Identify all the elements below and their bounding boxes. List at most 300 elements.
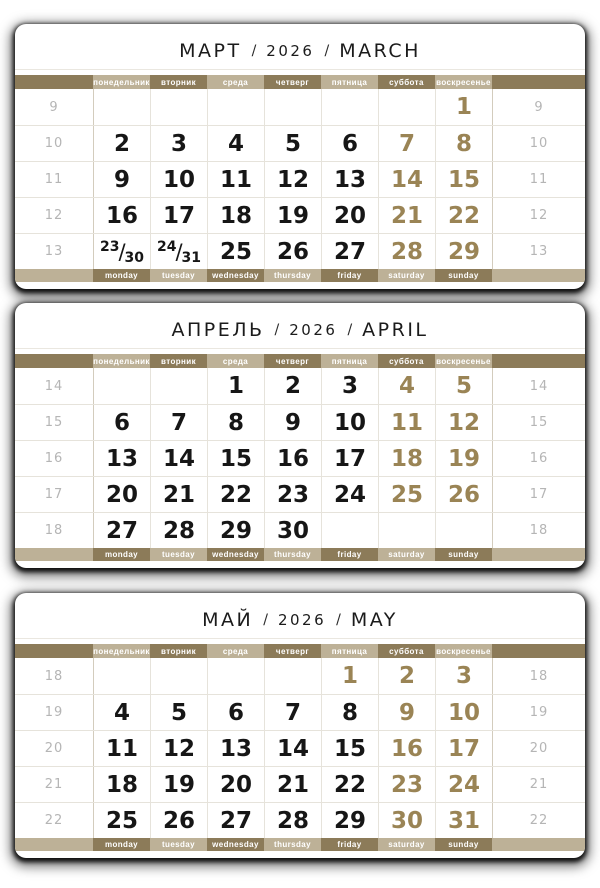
weekday-footer-label: wednesday — [207, 548, 264, 561]
empty-day-cell — [93, 89, 150, 125]
weekday-header-bar — [15, 644, 585, 658]
calendar-card-march — [15, 24, 585, 289]
day-cell — [435, 441, 492, 476]
bar-edge-segment — [492, 548, 585, 561]
day-cell — [207, 477, 264, 512]
weekday-header-label: понедельник — [93, 354, 150, 368]
day-number: 26 — [276, 238, 309, 265]
day-number: 5 — [284, 130, 301, 157]
day-cell — [150, 803, 207, 838]
day-cell — [378, 405, 435, 440]
day-number: 4 — [227, 130, 244, 157]
weekday-footer-label: friday — [321, 269, 378, 282]
week-number-cell-left: 12 — [44, 208, 64, 223]
day-cell — [207, 405, 264, 440]
day-cell — [93, 803, 150, 838]
day-cell — [321, 368, 378, 404]
day-cell — [150, 234, 207, 269]
day-cell — [321, 695, 378, 730]
week-number-cell-right: 14 — [492, 368, 585, 404]
week-number-cell-right: 10 — [492, 126, 585, 161]
day-number: 6 — [227, 699, 244, 726]
day-number: 9 — [398, 699, 415, 726]
weekday-footer-label: tuesday — [150, 269, 207, 282]
dual-day-number — [157, 240, 201, 264]
day-cell — [378, 441, 435, 476]
day-cell — [321, 162, 378, 197]
day-cell — [321, 234, 378, 269]
day-cell — [435, 234, 492, 269]
day-number: 15 — [333, 735, 366, 762]
day-number: 4 — [113, 699, 130, 726]
second-day-number: 30 — [124, 249, 145, 266]
day-cell — [435, 731, 492, 766]
day-number: 26 — [447, 481, 480, 508]
day-number: 22 — [219, 481, 252, 508]
weekday-footer-label: sunday — [435, 838, 492, 851]
day-number: 14 — [276, 735, 309, 762]
week-row — [15, 730, 585, 766]
day-cell — [378, 803, 435, 838]
day-cell — [93, 513, 150, 548]
day-cell — [378, 695, 435, 730]
month-name-ru: МАРТ — [179, 39, 242, 62]
day-number: 16 — [105, 202, 138, 229]
day-number: 5 — [170, 699, 187, 726]
day-number: 18 — [390, 445, 423, 472]
weekday-header-label: пятница — [321, 644, 378, 658]
weekday-header-label: вторник — [150, 354, 207, 368]
weekday-footer-label: tuesday — [150, 548, 207, 561]
day-number: 29 — [447, 238, 480, 265]
weekday-header-label: среда — [207, 644, 264, 658]
empty-day-cell — [93, 658, 150, 694]
day-cell — [435, 126, 492, 161]
week-row — [15, 440, 585, 476]
day-cell — [378, 198, 435, 233]
bar-edge-segment — [15, 838, 93, 851]
empty-day-cell — [264, 89, 321, 125]
day-cell — [150, 198, 207, 233]
day-cell — [150, 405, 207, 440]
day-cell — [150, 441, 207, 476]
week-row — [15, 197, 585, 233]
title-divider — [15, 348, 585, 349]
day-cell — [93, 126, 150, 161]
title-slash: / — [347, 321, 353, 338]
bar-edge-segment — [492, 269, 585, 282]
day-cell — [150, 767, 207, 802]
day-number: 10 — [162, 166, 195, 193]
day-number: 30 — [390, 807, 423, 834]
bar-edge-segment — [15, 548, 93, 561]
bar-edge-segment — [492, 838, 585, 851]
day-number: 31 — [447, 807, 480, 834]
day-cell — [150, 126, 207, 161]
empty-day-cell — [435, 513, 492, 548]
week-number-cell-left: 13 — [44, 244, 64, 259]
weekday-header-label: суббота — [378, 75, 435, 89]
weekday-footer-label: friday — [321, 838, 378, 851]
week-number-cell-right: 21 — [492, 767, 585, 802]
empty-day-cell — [378, 513, 435, 548]
month-year: 2026 — [266, 41, 315, 60]
dual-day-slash: / — [175, 239, 183, 264]
weekday-footer-label: thursday — [264, 838, 321, 851]
dual-day-number — [100, 240, 144, 264]
weekday-footer-label: sunday — [435, 269, 492, 282]
weekday-header-bar — [15, 75, 585, 89]
day-number: 5 — [455, 373, 472, 399]
week-number-cell-right: 12 — [492, 198, 585, 233]
day-number: 29 — [333, 807, 366, 834]
weekday-header-label: пятница — [321, 354, 378, 368]
day-number: 28 — [162, 517, 195, 544]
day-number: 3 — [170, 130, 187, 157]
day-cell — [378, 658, 435, 694]
day-number: 13 — [105, 445, 138, 472]
day-number: 9 — [113, 166, 130, 193]
day-number: 2 — [284, 373, 301, 399]
day-cell — [321, 803, 378, 838]
week-number-cell-left: 15 — [44, 415, 64, 430]
weekday-footer-label: thursday — [264, 548, 321, 561]
day-cell — [93, 767, 150, 802]
day-number: 6 — [113, 409, 130, 436]
month-name-en: APRIL — [362, 318, 429, 341]
day-number: 8 — [341, 699, 358, 726]
weekday-footer-label: wednesday — [207, 838, 264, 851]
day-number: 13 — [219, 735, 252, 762]
week-number-cell-right: 17 — [492, 477, 585, 512]
calendar-grid — [15, 89, 585, 269]
week-number-cell-left: 18 — [44, 523, 64, 538]
week-number-cell-right: 13 — [492, 234, 585, 269]
day-cell — [264, 234, 321, 269]
day-number: 28 — [390, 238, 423, 265]
month-title — [15, 593, 585, 638]
week-row — [15, 125, 585, 161]
weekday-header-bar — [15, 354, 585, 368]
week-number-cell-right: 22 — [492, 803, 585, 838]
day-cell — [207, 695, 264, 730]
day-cell — [207, 368, 264, 404]
weekday-footer-label: monday — [93, 838, 150, 851]
weekday-header-label: четверг — [264, 644, 321, 658]
day-number: 9 — [284, 409, 301, 436]
week-number-cell-left: 16 — [44, 451, 64, 466]
dual-day-slash: / — [118, 239, 126, 264]
week-row — [15, 404, 585, 440]
day-cell — [435, 89, 492, 125]
weekday-header-label: суббота — [378, 354, 435, 368]
weekday-header-label: суббота — [378, 644, 435, 658]
day-cell — [264, 198, 321, 233]
empty-day-cell — [207, 89, 264, 125]
month-name-en: MAY — [350, 608, 398, 631]
day-number: 25 — [105, 807, 138, 834]
weekday-footer-label: friday — [321, 548, 378, 561]
day-number: 3 — [455, 663, 472, 689]
day-cell — [435, 368, 492, 404]
day-number: 14 — [162, 445, 195, 472]
day-cell — [93, 198, 150, 233]
day-number: 12 — [447, 409, 480, 436]
day-cell — [435, 803, 492, 838]
day-number: 27 — [219, 807, 252, 834]
day-number: 3 — [341, 373, 358, 399]
day-number: 6 — [341, 130, 358, 157]
day-number: 13 — [333, 166, 366, 193]
weekday-header-label: четверг — [264, 354, 321, 368]
day-number: 1 — [455, 94, 472, 120]
day-number: 7 — [170, 409, 187, 436]
day-number: 27 — [333, 238, 366, 265]
weekday-header-label: понедельник — [93, 644, 150, 658]
empty-day-cell — [150, 368, 207, 404]
week-row — [15, 161, 585, 197]
day-cell — [435, 162, 492, 197]
weekday-header-label: воскресенье — [435, 75, 492, 89]
empty-day-cell — [378, 89, 435, 125]
day-number: 27 — [105, 517, 138, 544]
day-cell — [150, 695, 207, 730]
empty-day-cell — [264, 658, 321, 694]
day-cell — [264, 368, 321, 404]
day-number: 7 — [398, 130, 415, 157]
weekday-header-label: вторник — [150, 75, 207, 89]
month-name-en: MARCH — [339, 39, 421, 62]
weekday-header-label: понедельник — [93, 75, 150, 89]
day-number: 11 — [390, 409, 423, 436]
weekday-footer-label: sunday — [435, 548, 492, 561]
day-number: 24 — [156, 238, 177, 255]
day-number: 21 — [390, 202, 423, 229]
title-slash: / — [274, 321, 280, 338]
week-number-cell-left: 22 — [44, 813, 64, 828]
week-number-cell-right: 11 — [492, 162, 585, 197]
day-number: 14 — [390, 166, 423, 193]
week-number-cell-right: 19 — [492, 695, 585, 730]
day-cell — [264, 513, 321, 548]
day-cell — [207, 198, 264, 233]
month-year: 2026 — [289, 320, 338, 339]
day-cell — [150, 162, 207, 197]
day-cell — [435, 767, 492, 802]
day-cell — [264, 731, 321, 766]
week-row — [15, 802, 585, 838]
bar-edge-segment — [15, 354, 93, 368]
day-cell — [378, 162, 435, 197]
day-cell — [264, 126, 321, 161]
day-cell — [435, 405, 492, 440]
day-cell — [321, 405, 378, 440]
week-row — [15, 512, 585, 548]
day-number: 25 — [219, 238, 252, 265]
week-number-cell-left: 11 — [44, 172, 64, 187]
day-cell — [321, 477, 378, 512]
day-cell — [207, 803, 264, 838]
weekday-header-label: четверг — [264, 75, 321, 89]
day-cell — [207, 126, 264, 161]
day-cell — [378, 368, 435, 404]
day-cell — [207, 162, 264, 197]
week-number-cell-right: 15 — [492, 405, 585, 440]
day-cell — [150, 513, 207, 548]
day-number: 8 — [227, 409, 244, 436]
day-cell — [93, 405, 150, 440]
day-cell — [378, 126, 435, 161]
calendar-card-april — [15, 303, 585, 568]
weekday-footer-bar — [15, 838, 585, 851]
day-cell — [378, 731, 435, 766]
second-day-number: 31 — [181, 249, 202, 266]
day-number: 2 — [398, 663, 415, 689]
day-number: 11 — [219, 166, 252, 193]
week-number-cell-right: 18 — [492, 513, 585, 548]
week-row — [15, 368, 585, 404]
day-cell — [264, 695, 321, 730]
month-name-ru: АПРЕЛЬ — [171, 318, 265, 341]
day-number: 19 — [447, 445, 480, 472]
day-number: 17 — [447, 735, 480, 762]
week-number-cell-left: 14 — [44, 378, 64, 394]
week-number-cell-left: 9 — [49, 99, 59, 115]
week-number-cell-left: 18 — [44, 668, 64, 684]
day-number: 25 — [390, 481, 423, 508]
day-cell — [264, 405, 321, 440]
week-number-cell-right: 18 — [492, 658, 585, 694]
day-number: 26 — [162, 807, 195, 834]
bar-edge-segment — [15, 75, 93, 89]
day-cell — [93, 731, 150, 766]
day-cell — [321, 126, 378, 161]
day-number: 24 — [447, 771, 480, 798]
calendar-grid — [15, 658, 585, 838]
day-number: 21 — [162, 481, 195, 508]
title-slash: / — [251, 42, 257, 59]
week-row — [15, 766, 585, 802]
day-number: 23 — [276, 481, 309, 508]
day-cell — [321, 658, 378, 694]
day-number: 2 — [113, 130, 130, 157]
day-number: 23 — [99, 238, 120, 255]
day-number: 1 — [227, 373, 244, 399]
bar-edge-segment — [492, 644, 585, 658]
day-cell — [93, 234, 150, 269]
week-number-cell-right: 16 — [492, 441, 585, 476]
title-slash: / — [263, 611, 268, 628]
title-slash: / — [336, 611, 341, 628]
day-cell — [207, 767, 264, 802]
weekday-footer-label: monday — [93, 548, 150, 561]
week-row — [15, 233, 585, 269]
week-number-cell-right: 9 — [492, 89, 585, 125]
day-cell — [435, 198, 492, 233]
bar-edge-segment — [492, 354, 585, 368]
weekday-footer-label: monday — [93, 269, 150, 282]
weekday-header-label: воскресенье — [435, 644, 492, 658]
day-cell — [378, 477, 435, 512]
day-number: 18 — [105, 771, 138, 798]
day-cell — [435, 477, 492, 512]
day-cell — [378, 767, 435, 802]
day-cell — [321, 767, 378, 802]
day-number: 17 — [333, 445, 366, 472]
day-number: 21 — [276, 771, 309, 798]
empty-day-cell — [93, 368, 150, 404]
weekday-footer-bar — [15, 548, 585, 561]
weekday-header-label: вторник — [150, 644, 207, 658]
title-divider — [15, 638, 585, 639]
weekday-footer-label: wednesday — [207, 269, 264, 282]
empty-day-cell — [207, 658, 264, 694]
week-number-cell-left: 17 — [44, 487, 64, 502]
week-row — [15, 476, 585, 512]
month-year: 2026 — [277, 610, 327, 629]
day-cell — [378, 234, 435, 269]
weekday-footer-label: thursday — [264, 269, 321, 282]
empty-day-cell — [321, 89, 378, 125]
weekday-footer-label: saturday — [378, 838, 435, 851]
day-number: 15 — [219, 445, 252, 472]
calendar-grid — [15, 368, 585, 548]
week-row — [15, 658, 585, 694]
day-number: 23 — [390, 771, 423, 798]
day-number: 24 — [333, 481, 366, 508]
day-number: 11 — [105, 735, 138, 762]
title-slash: / — [324, 42, 330, 59]
day-number: 22 — [447, 202, 480, 229]
day-number: 16 — [276, 445, 309, 472]
weekday-footer-bar — [15, 269, 585, 282]
empty-day-cell — [150, 89, 207, 125]
weekday-footer-label: saturday — [378, 269, 435, 282]
day-cell — [435, 695, 492, 730]
week-number-cell-left: 10 — [44, 136, 64, 151]
day-cell — [321, 198, 378, 233]
day-number: 20 — [105, 481, 138, 508]
week-row — [15, 694, 585, 730]
weekday-header-label: пятница — [321, 75, 378, 89]
calendar-card-may — [15, 593, 585, 858]
week-number-cell-right: 20 — [492, 731, 585, 766]
day-number: 4 — [398, 373, 415, 399]
month-name-ru: МАЙ — [202, 608, 254, 631]
month-title — [15, 24, 585, 69]
day-cell — [150, 731, 207, 766]
day-cell — [93, 441, 150, 476]
day-cell — [321, 731, 378, 766]
weekday-header-label: воскресенье — [435, 354, 492, 368]
week-number-cell-left: 19 — [44, 705, 64, 720]
day-cell — [207, 731, 264, 766]
day-number: 20 — [219, 771, 252, 798]
weekday-footer-label: tuesday — [150, 838, 207, 851]
day-number: 29 — [219, 517, 252, 544]
weekday-header-label: среда — [207, 75, 264, 89]
day-number: 12 — [276, 166, 309, 193]
day-number: 12 — [162, 735, 195, 762]
day-cell — [93, 162, 150, 197]
title-divider — [15, 69, 585, 70]
day-number: 19 — [276, 202, 309, 229]
day-cell — [93, 477, 150, 512]
day-cell — [435, 658, 492, 694]
day-number: 30 — [276, 517, 309, 544]
day-cell — [150, 477, 207, 512]
day-number: 10 — [333, 409, 366, 436]
